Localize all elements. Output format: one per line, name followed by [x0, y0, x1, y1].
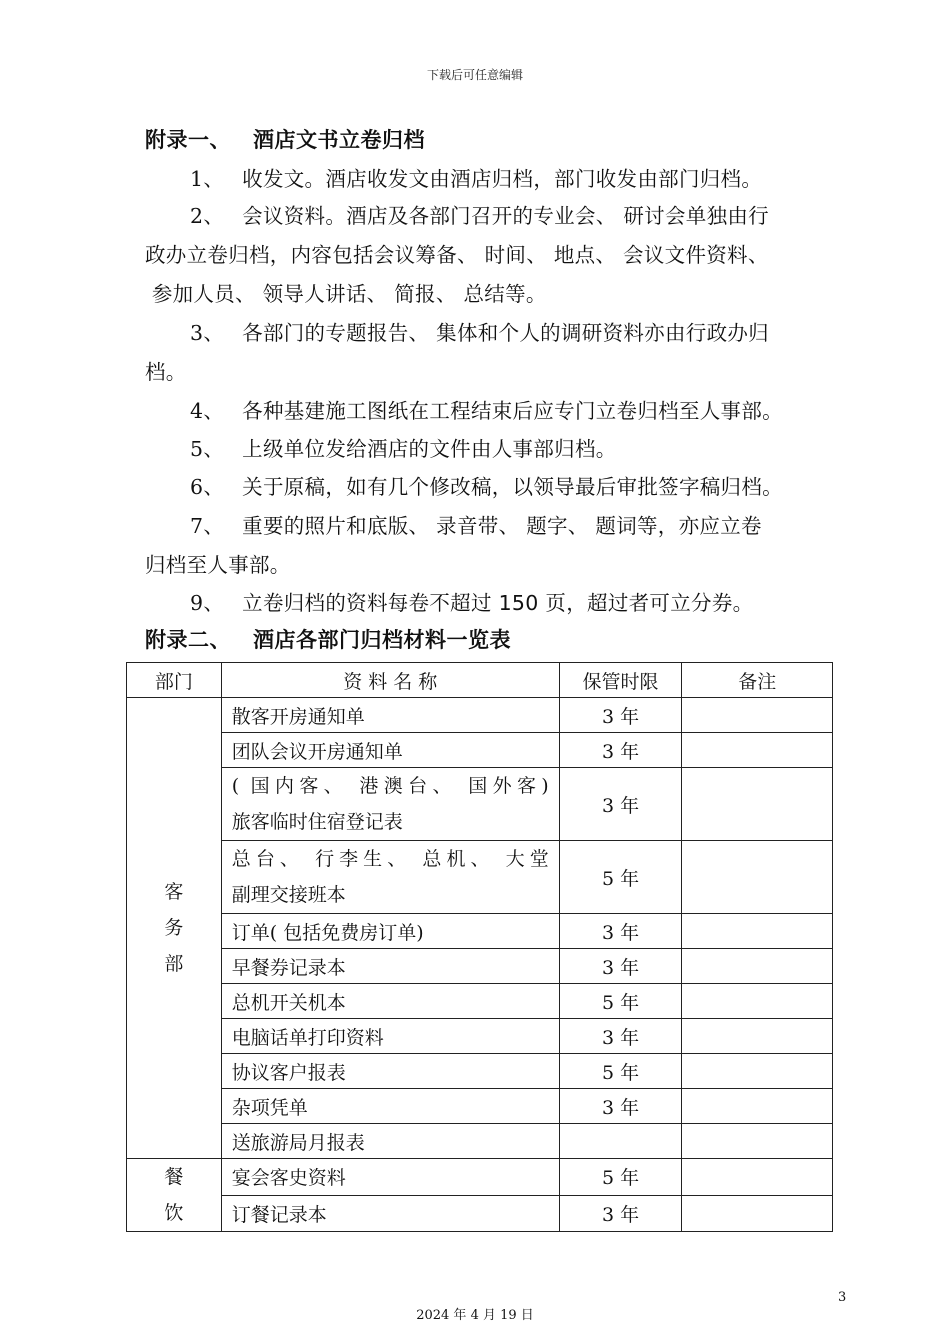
name-cell: 订餐记录本	[221, 1195, 559, 1232]
table-row	[127, 1054, 833, 1089]
name-line: 副理交接班本	[231, 884, 346, 906]
table-row	[127, 1019, 833, 1054]
item-text: 会议资料。酒店及各部门召开的专业会、 研讨会单独由行	[242, 204, 769, 228]
note-cell	[682, 1089, 833, 1124]
note-cell	[682, 841, 833, 914]
name-cell: 电脑话单打印资料	[221, 1019, 559, 1054]
term-cell	[559, 1124, 682, 1159]
item-2	[145, 197, 865, 314]
header-term: 保管时限	[559, 663, 682, 698]
name-line: ( 国内客、 港澳台、 国外客)	[231, 775, 549, 797]
term-cell: 5 年	[559, 1054, 682, 1089]
item-9	[145, 584, 865, 623]
table-row	[127, 733, 833, 768]
item-7	[145, 507, 865, 585]
note-cell	[682, 1195, 833, 1232]
item-text: 重要的照片和底版、 录音带、 题字、 题词等，亦应立卷	[242, 514, 762, 538]
name-cell: 团队会议开房通知单	[221, 733, 559, 768]
appendix2-heading	[145, 624, 511, 654]
name-line: 旅客临时住宿登记表	[231, 811, 403, 833]
term-cell: 3 年	[559, 698, 682, 733]
note-cell	[682, 1019, 833, 1054]
table-row	[127, 1195, 833, 1232]
item-1	[145, 160, 865, 199]
item-text-cont: 参加人员、 领导人讲话、 简报、 总结等。	[145, 282, 547, 306]
term-cell: 3 年	[559, 1089, 682, 1124]
item-text: 上级单位发给酒店的文件由人事部归档。	[242, 437, 617, 461]
note-cell	[682, 768, 833, 841]
term-cell: 3 年	[559, 949, 682, 984]
table-header-row	[127, 663, 833, 698]
item-index: 1、	[190, 167, 225, 191]
table-row	[127, 1089, 833, 1124]
dept-cell	[127, 1159, 222, 1232]
term-cell: 5 年	[559, 841, 682, 914]
name-cell: 杂项凭单	[221, 1089, 559, 1124]
note-cell	[682, 914, 833, 949]
item-text-cont: 政办立卷归档，内容包括会议筹备、 时间、 地点、 会议文件资料、	[145, 243, 769, 267]
archive-table	[126, 662, 833, 1232]
appendix2-title: 酒店各部门归档材料一览表	[253, 628, 511, 652]
header-dept: 部门	[127, 663, 222, 698]
table-row	[127, 1159, 833, 1196]
item-text: 各种基建施工图纸在工程结束后应专门立卷归档至人事部。	[242, 399, 783, 423]
table-row	[127, 1124, 833, 1159]
term-cell: 5 年	[559, 1159, 682, 1196]
table-row	[127, 914, 833, 949]
table-row	[127, 984, 833, 1019]
header-name: 资 料 名 称	[221, 663, 559, 698]
name-cell: 宴会客史资料	[221, 1159, 559, 1196]
name-cell: 总机开关机本	[221, 984, 559, 1019]
item-index: 7、	[190, 514, 225, 538]
item-text: 立卷归档的资料每卷不超过 150 页，超过者可立分券。	[242, 591, 754, 615]
item-3	[145, 314, 865, 392]
name-cell: 协议客户报表	[221, 1054, 559, 1089]
table-row	[127, 698, 833, 733]
item-index: 3、	[190, 321, 225, 345]
item-index: 9、	[190, 591, 225, 615]
note-cell	[682, 984, 833, 1019]
note-cell	[682, 1054, 833, 1089]
term-cell: 5 年	[559, 984, 682, 1019]
note-cell	[682, 1159, 833, 1196]
term-cell: 3 年	[559, 768, 682, 841]
dept-cell	[127, 698, 222, 1159]
header-note: 下载后可任意编辑	[426, 68, 523, 82]
name-cell	[221, 841, 559, 914]
dept-label: 餐饮	[164, 1166, 184, 1224]
item-text-cont: 归档至人事部。	[145, 553, 291, 577]
name-line: 总台、 行李生、 总机、 大堂	[231, 848, 549, 870]
term-cell: 3 年	[559, 914, 682, 949]
header-note-col: 备注	[682, 663, 833, 698]
footer-date: 2024 年 4 月 19 日	[416, 1308, 534, 1323]
item-index: 6、	[190, 475, 225, 499]
appendix1-number: 附录一、	[145, 128, 231, 152]
appendix1-heading	[145, 124, 425, 154]
table-row	[127, 949, 833, 984]
note-cell	[682, 1124, 833, 1159]
item-text: 收发文。酒店收发文由酒店归档，部门收发由部门归档。	[242, 167, 763, 191]
table-row	[127, 841, 833, 914]
note-cell	[682, 949, 833, 984]
item-4	[145, 392, 865, 431]
page-number: 3	[838, 1290, 847, 1305]
note-cell	[682, 733, 833, 768]
appendix2-number: 附录二、	[145, 628, 231, 652]
name-cell: 散客开房通知单	[221, 698, 559, 733]
term-cell: 3 年	[559, 1019, 682, 1054]
name-cell: 订单( 包括免费房订单)	[221, 914, 559, 949]
item-text: 各部门的专题报告、 集体和个人的调研资料亦由行政办归	[242, 321, 769, 345]
item-text-cont: 档。	[145, 360, 187, 384]
item-index: 5、	[190, 437, 225, 461]
name-cell: 早餐券记录本	[221, 949, 559, 984]
appendix1-title: 酒店文书立卷归档	[253, 128, 425, 152]
item-index: 2、	[190, 204, 225, 228]
item-text: 关于原稿，如有几个修改稿，以领导最后审批签字稿归档。	[242, 475, 783, 499]
name-cell	[221, 768, 559, 841]
item-index: 4、	[190, 399, 225, 423]
item-5	[145, 430, 865, 469]
dept-label: 客务部	[164, 881, 184, 975]
term-cell: 3 年	[559, 733, 682, 768]
term-cell: 3 年	[559, 1195, 682, 1232]
table-row	[127, 768, 833, 841]
item-6	[145, 468, 865, 507]
name-cell: 送旅游局月报表	[221, 1124, 559, 1159]
note-cell	[682, 698, 833, 733]
